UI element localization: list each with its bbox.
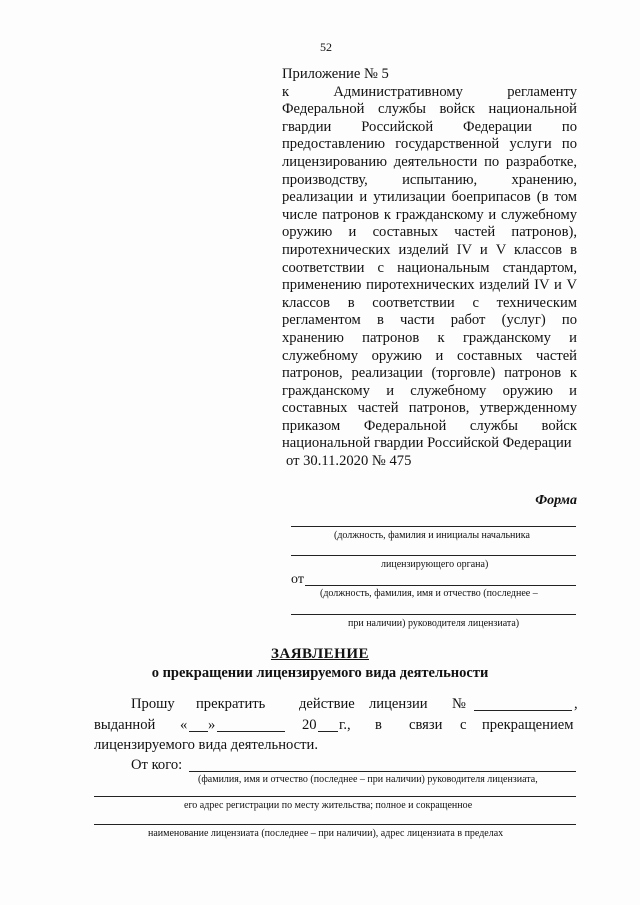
address-line: [94, 796, 576, 797]
addressee-caption-1: (должность, фамилия и инициалы начальника: [334, 530, 530, 541]
annex-date: от 30.11.2020 № 475: [286, 453, 412, 470]
addressee-caption-2: лицензирующего органа): [381, 559, 489, 570]
word-with: с: [460, 717, 467, 733]
form-label: Форма: [535, 493, 577, 508]
licensee-name-caption: наименование лицензиата (последнее – при наличии), адрес лицензиата в пределах: [148, 828, 504, 839]
request-word-1: Прошу: [131, 696, 175, 712]
day-field: [189, 731, 208, 732]
year-field: [318, 731, 338, 732]
addressee-line-1: [291, 526, 576, 527]
activity-text: лицензируемого вида деятельности.: [94, 737, 318, 753]
licensee-name-line: [94, 824, 576, 825]
sender-caption-1: (должность, фамилия, имя и отчество (последнее –: [320, 588, 538, 599]
page-number: 52: [320, 40, 332, 54]
statement-subtitle: о прекращении лицензируемого вида деятельности: [151, 665, 489, 681]
word-termination: прекращением: [482, 717, 574, 733]
request-word-3: действие: [299, 696, 355, 712]
from-label: от: [291, 572, 304, 587]
request-word-2: прекратить: [196, 696, 266, 712]
annex-title: Приложение № 5: [282, 66, 389, 82]
from-whom-label: От кого:: [131, 757, 183, 773]
sender-line-1: [305, 585, 576, 586]
month-field: [217, 731, 285, 732]
applicant-caption: (фамилия, имя и отчество (последнее – при наличии) руководителя лицензиата,: [198, 774, 538, 785]
license-number-sign: №: [452, 696, 466, 712]
sender-caption-2: при наличии) руководителя лицензиата): [348, 618, 520, 629]
license-number-comma: ,: [574, 696, 578, 712]
address-caption: его адрес регистрации по месту жительства; полное и сокращенное: [184, 800, 473, 811]
applicant-line: [189, 771, 576, 772]
year-prefix: 20: [302, 717, 317, 733]
annex-body: к Административному регламенту Федеральной службы войск национальной гвардии Российской Федерации по предоставлению государственной услуги по лицензированию деятельности по разработке, производству, испытанию, хранению, реализации и утилизации боеприпасов (в том числе патронов к гражданскому и служебному оружию и составных частей патронов), пиротехнических изделий IV и V классов в соответствии с национальным стандартом, применению пиротехнических изделий IV и V классов в соответствии с техническим регламентом в части работ (услуг) по хранению патронов к гражданскому и служебному оружию и составных частей патронов, реализации (торговле) патронов к гражданскому и служебному оружию и составных частей патронов, утвержденному приказом Федеральной службы войск национальной гвардии Российской Федерации: [282, 83, 577, 452]
sender-line-2: [291, 614, 576, 615]
word-connection: связи: [409, 717, 443, 733]
quote-open: «: [180, 717, 188, 733]
quote-close: »: [208, 717, 216, 733]
request-word-4: лицензии: [369, 696, 428, 712]
year-suffix: г.,: [339, 717, 351, 733]
addressee-line-2: [291, 555, 576, 556]
issued-word: выданной: [94, 717, 156, 733]
statement-title: ЗАЯВЛЕНИЕ: [270, 646, 370, 662]
annex-header: [282, 66, 577, 471]
license-number-field: [474, 710, 572, 711]
word-in: в: [375, 717, 382, 733]
